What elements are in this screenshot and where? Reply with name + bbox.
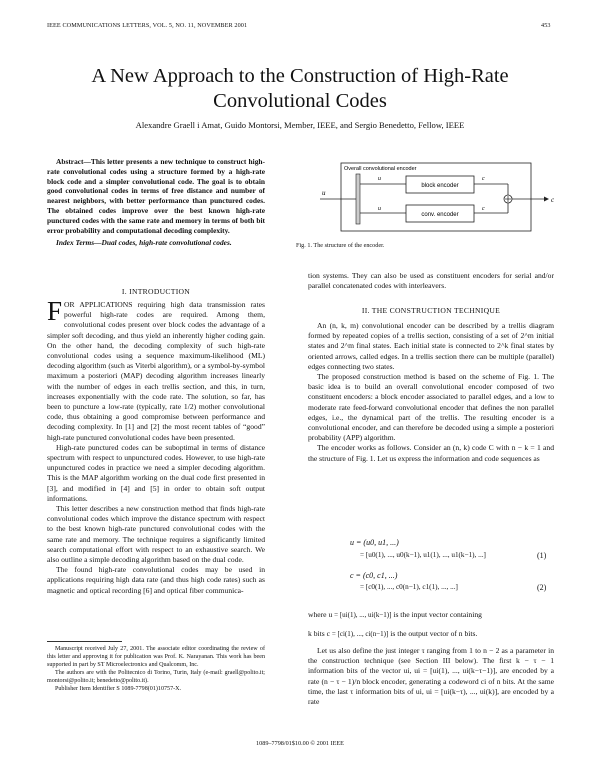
copyright-footer: 1089–7798/01$10.00 © 2001 IEEE (256, 740, 344, 747)
where-line-2: k bits c = [ci(1), ..., ci(n−1)] is the output vector of n bits. (308, 629, 478, 638)
equation-2-row: = [c0(1), ..., c0(n−1), c1(1), ..., ...] (360, 583, 458, 591)
lower-u-label: u (378, 206, 381, 212)
footnote-affiliation: The authors are with the Politecnico di Torino, Turin, Italy (e-mail: graell@polito.it; montorsi@polito.it; benedetto@polito.it). (47, 670, 265, 684)
block-c-label: c (482, 176, 485, 182)
page-number: 453 (541, 22, 551, 29)
right-paragraph-3: The encoder works as follows. Consider an (n, k) code C with n − k = 1 and the structure of Fig. 1. Let us express the information and code sequences as (308, 443, 554, 463)
equation-1-lhs: u = (u0, u1, ...) (350, 538, 399, 547)
right-paragraph-4: Let us also define the just integer τ ranging from 1 to n − 2 as a parameter in the construction technique (see Section III below). The first k − τ − 1 information bits of the vector ui, ui = [ui(1), ..., ui(k−τ−1)], are encoded by a rate (n − τ − 1)/n block encoder, generating a codeword ci of n bits. At the same time, the last τ information bits of ui, ui = [ui(k−τ), ..., ui(k)], are encoded by a rate (308, 646, 554, 707)
paper-title (20, 64, 580, 114)
right-paragraph-0: tion systems. They can also be used as constituent encoders for serial and/or parallel concatenated codes with interleavers. (308, 271, 554, 291)
equation-2-lhs: c = (c0, c1, ...) (350, 571, 398, 580)
intro-paragraph-2: High-rate punctured codes can be suboptimal in terms of distance spectrum with respect to unpunctured codes. However, to use high-rate unpunctured codes in practice we need a simpler decoding algorithm. This is the MAP algorithm working on the dual code first presented in [3], and modified in [4] and [5] in order to obtain soft output informations. (47, 442, 265, 503)
overall-encoder-box (341, 163, 531, 231)
output-arrow (544, 197, 549, 202)
intro-paragraph-4: The found high-rate convolutional codes may be used in applications requiring high data rate (and thus high code rates) such as magnetic and optical recording [6] and optical fiber communica- (47, 565, 265, 595)
intro-paragraph-1: FOR APPLICATIONS requiring high data transmission rates powerful high-rate codes are required. Among them, convolutional codes present over block codes the advantage of a simpler soft decoding, and thus yield an inherently higher coding gain. On the other hand, the decoding complexity of such high-rate convolutional codes using a sequence maximum-likelihood (ML) decoding algorithm (such as Viterbi algorithm), or a symbol-by-symbol maximum a posteriori (MAP) decoding algorithm increases linearly with the number of edges in each trellis section, and this, in turn, increases exponentially with the code rate. The solution, so far, has been to puncture a low-rate (typically, rate 1/2) mother convolutional code, thus obtaining a good compromise between performance and decoding complexity. In [1] and [2] the most recent tables of “good” high-rate punctured convolutional codes have been presented. (47, 296, 265, 442)
equation-1-number: (1) (537, 551, 547, 560)
overall-encoder-label: Overall convolutional encoder (344, 166, 417, 172)
intro-paragraph-3: This letter describes a new construction method that finds high-rate convolutional codes which improve the distance spectrum with respect to the best known high-rate punctured convolutional codes with the same rate and memory. The technique requires a significantly limited search computational effort with respect to an exhaustive search. We also outline a simple decoding algorithm based on the dual code. (47, 504, 265, 565)
footnote-received: Manuscript received July 27, 2001. The associate editor coordinating the review of this letter and approving it for publication was Prof. K. Narayanan. This work has been supported in part by ST Microelectronics and Qualcomm, Inc. (47, 646, 265, 668)
title-line-2: Convolutional Codes (213, 90, 387, 112)
left-column (47, 157, 265, 248)
right-paragraph-1: An (n, k, m) convolutional encoder can be described by a trellis diagram formed by repeated copies of a trellis section, consisting of a set of 2^m initial states and 2^m final states. Each initial state is connected to 2^k final states by oriented arrows, called edges. In a trellis section there can be multiple (parallel) edges connecting two states. (308, 321, 554, 371)
upper-u-label: u (378, 176, 381, 182)
running-header: IEEE COMMUNICATIONS LETTERS, VOL. 5, NO. 11, NOVEMBER 2001 (47, 22, 248, 29)
right-column-top (308, 271, 554, 291)
section-2-heading: II. THE CONSTRUCTION TECHNIQUE (361, 306, 501, 315)
title-line-1: A New Approach to the Construction of High-Rate (91, 65, 509, 87)
splitter-bar (356, 174, 360, 224)
block-encoder-label: block encoder (421, 183, 459, 189)
section-1-heading: I. INTRODUCTION (121, 287, 191, 296)
conv-encoder-label: conv. encoder (421, 212, 459, 218)
right-paragraph-2: The proposed construction method is based on the scheme of Fig. 1. The basic idea is to build an overall convolutional encoder composed of two constituent encoders: a block encoder associated to parallel edges, and a low to moderate rate feed-forward convolutional encoder that defines the non parallel edges, i.e., the dynamical part of the trellis. The resulting encoder is a convolutional encoder, and can therefore be decoded using a simple a posteriori probability (APP) algorithm. (308, 372, 554, 443)
footnote (47, 645, 265, 693)
index-terms: Index Terms—Dual codes, high-rate convolutional codes. (56, 238, 232, 248)
abstract: Abstract—This letter presents a new technique to construct high-rate convolutional codes using a structure formed by a high-rate block code and a simpler convolutional code. The goal is to obtain good convolutional codes in terms of free distance and number of nearest neighbors, with better performance than punctured codes. The obtained codes improve over the best known high-rate punctured codes with the same rate and memory in terms of both bit error probability and computational decoding complexity. (47, 157, 265, 235)
equation-2-number: (2) (537, 583, 547, 592)
output-c-label: c (551, 196, 555, 204)
intro-body (47, 296, 265, 596)
footnote-publisher-id: Publisher Item Identifier S 1089-7798(01)10757-X. (55, 686, 182, 692)
where-line-1: where u = [ui(1), ..., ui(k−1)] is the input vector containing (308, 610, 482, 619)
footnote-rule (47, 641, 122, 642)
input-u-label: u (322, 189, 326, 197)
conv-c-label: c (482, 206, 485, 212)
drop-cap: F (47, 296, 63, 326)
equation-1-row: = [u0(1), ..., u0(k−1), u1(1), ..., u1(k−1), ...] (360, 551, 486, 559)
right-paragraph-4-wrap (308, 646, 554, 707)
author-list: Alexandre Graell i Amat, Guido Montorsi, Member, IEEE, and Sergio Benedetto, Fellow, IEEE (135, 120, 465, 130)
encoder-figure (318, 160, 558, 236)
figure-caption: Fig. 1. The structure of the encoder. (296, 242, 385, 249)
right-column-body (308, 321, 554, 464)
